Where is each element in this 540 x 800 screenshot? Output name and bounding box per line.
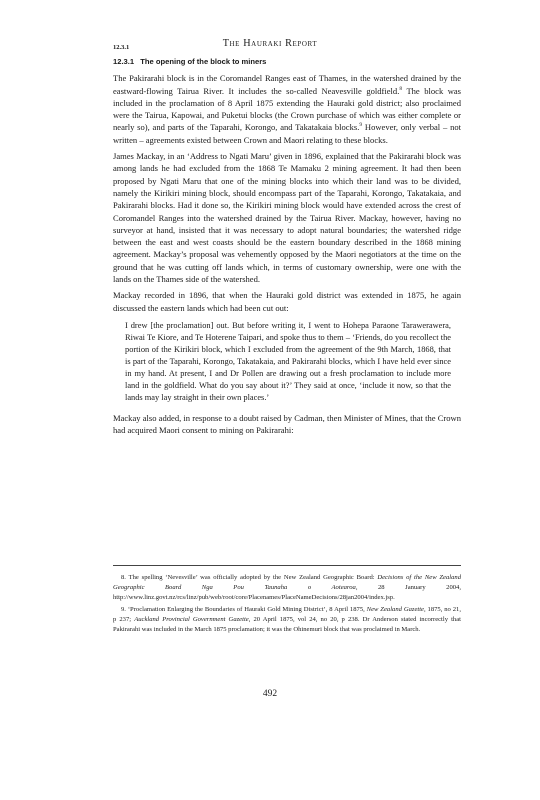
paragraph-1-text-c: However, only verbal – not written – agreements existed between Crown and Maori relating to these blocks. [113, 122, 461, 145]
section-heading-title: The opening of the block to miners [140, 57, 267, 66]
section-number-tag: 12.3.1 [113, 44, 130, 51]
footnote-8-text-b: , 28 January 2004, http://www.linz.govt.nz/rcs/linz/pub/web/root/core/Placenames/PlaceNameDecisions/28jan2004/index.jsp. [113, 584, 461, 601]
footnote-divider [113, 565, 461, 566]
footnote-9-text-b: , 1875, no 21, p 237; [113, 606, 462, 623]
footnote-9-source-2: Auckland Provincial Government Gazette [134, 616, 249, 623]
footnote-ref-9[interactable]: 9 [359, 122, 363, 129]
paragraph-1-text-a: The Pakirarahi block is in the Coromandel Ranges east of Thames, in the watershed drained by the eastward-flowing Tairua River. It includes the so-called Neavesville goldfield. [113, 73, 461, 96]
footnote-9 [113, 605, 461, 635]
paragraph-1-text-b: The block was included in the proclamation of 8 April 1875 extending the Hauraki gold district; also proclaimed were the Tairua, Kapowai, and Puketui blocks (the Crown purchase of which was either complete or nearly so), and parts of the Taparahi, Korongo, and Takatakaia blocks. [113, 85, 462, 133]
section-heading [113, 56, 461, 68]
page-number: 492 [262, 689, 278, 699]
footnotes [113, 573, 461, 637]
running-title: The Hauraki Report [222, 38, 318, 49]
footnote-9-source-1: New Zealand Gazette [366, 606, 424, 613]
paragraph-4: Mackay also added, in response to a doubt raised by Cadman, then Minister of Mines, that the Crown had acquired Maori consent to mining on Pakirarahi: [113, 412, 461, 436]
paragraph-1 [113, 72, 461, 146]
footnote-9-text-c: , 20 April 1875, vol 24, no 20, p 238. Dr Anderson stated incorrectly that Pakirarahi was included in the March 1875 proclamation; it was the Ohinemuri block that was proclaimed in March. [113, 616, 461, 633]
section-heading-number: 12.3.1 [113, 57, 135, 66]
block-quote: I drew [the proclamation] out. But before writing it, I went to Hohepa Paraone Tarawerawera, Riwai Te Kiore, and Te Hoterene Taipari, and spoke thus to them – ‘Friends, do you recollect the portion of the Kirikiri block, which I excluded from the agreement of the 9th March, 1868, that is part of the Taparahi, Korongo, Takatakaia, and Pakirarahi blocks, which I have held ever since in my hand. At present, I and Dr Pollen are drawing out a fresh proclamation to include more land in the goldfield. What do you say about it?’ They said at once, ‘include it now, so that the lands may lay straight in their own places.’ [125, 320, 451, 402]
footnote-8-source-title: Decisions of the New Zealand Geographic Board Nga Pou Taunaha o Aotearoa [113, 574, 461, 591]
footnote-8 [113, 573, 461, 603]
footnote-ref-8[interactable]: 8 [399, 85, 403, 92]
footnote-8-text-a: 8. The spelling ‘Nevesville’ was officially adopted by the New Zealand Geographic Board: [121, 574, 378, 581]
main-text [113, 56, 461, 441]
paragraph-2: James Mackay, in an ‘Address to Ngati Maru’ given in 1896, explained that the Pakirarahi block was among lands he had excluded from the 1868 Te Mamaku 2 mining agreement. It had then been proposed by Ngati Maru that one of the mining blocks into which their land was to be divided, namely the Kirikiri mining block, should encompass part of the Taparahi, Korongo, Takatakaia, and Pakirarahi blocks. Had it done so, the Kirikiri mining block would have extended across the crest of Coromandel Ranges into the watershed drained by the Tairua River. Mackay, however, having no surveyor at hand, insisted that it was necessary to adopt natural boundaries; the watershed ridge between the east and west coasts should be the eastern boundary described in the 1868 mining agreement. Mackay’s proposal was vehemently opposed by the Maori negotiators at the time on the ground that he was cutting off lands which, in terms of customary ownership, were one with the lands on the Thames side of the watershed. [113, 151, 461, 285]
paragraph-3: Mackay recorded in 1896, that when the Hauraki gold district was extended in 1875, he again discussed the eastern lands which had been cut out: [113, 290, 461, 313]
footnote-9-text-a: 9. ‘Proclamation Enlarging the Boundaries of Hauraki Gold Mining District’, 8 April 1875, [121, 606, 367, 613]
